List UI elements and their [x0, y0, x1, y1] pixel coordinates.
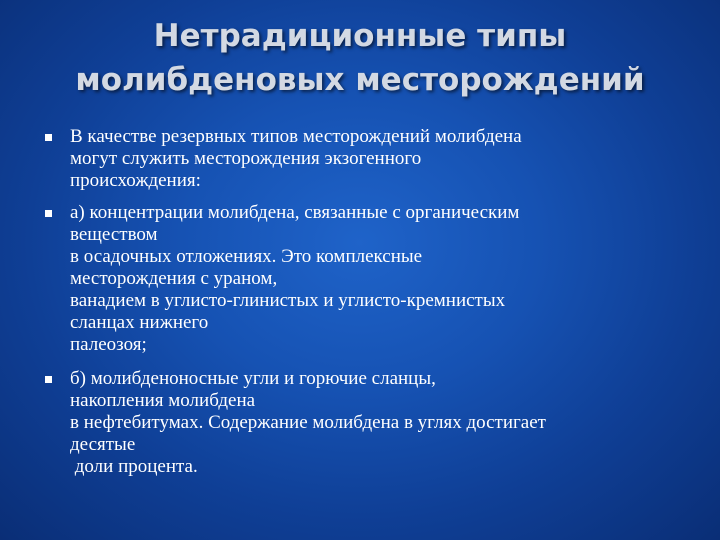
text-line: сланцах нижнего: [70, 312, 209, 333]
text-line: в нефтебитумах. Содержание молибдена в углях достигает: [70, 412, 546, 433]
text-line: б) молибденоносные угли и горючие сланцы,: [70, 368, 436, 389]
title-line-1: Нетрадиционные типы: [153, 18, 567, 54]
text-line: В качестве резервных типов месторождений молибдена: [70, 126, 522, 147]
bullet-text: [70, 368, 700, 478]
text-line: происхождения:: [70, 170, 201, 191]
text-line: палеозоя;: [70, 334, 147, 355]
text-line: месторождения с ураном,: [70, 268, 278, 289]
bullet-square-icon: [45, 210, 52, 217]
bullet-text: [70, 126, 700, 192]
text-line: в осадочных отложениях. Это комплексные: [70, 246, 423, 267]
text-line: накопления молибдена: [70, 390, 256, 411]
text-line: могут служить месторождения экзогенного: [70, 148, 422, 169]
bullet-text: [70, 202, 700, 356]
slide-title: [0, 14, 720, 102]
title-line-2: молибденовых месторождений: [75, 62, 645, 98]
bullet-square-icon: [45, 376, 52, 383]
text-line: доли процента.: [70, 456, 198, 477]
text-line: а) концентрации молибдена, связанные с органическим: [70, 202, 520, 223]
bullet-square-icon: [45, 134, 52, 141]
text-line: ванадием в углисто-глинистых и углисто-кремнистых: [70, 290, 506, 311]
text-line: веществом: [70, 224, 158, 245]
text-line: десятые: [70, 434, 136, 455]
